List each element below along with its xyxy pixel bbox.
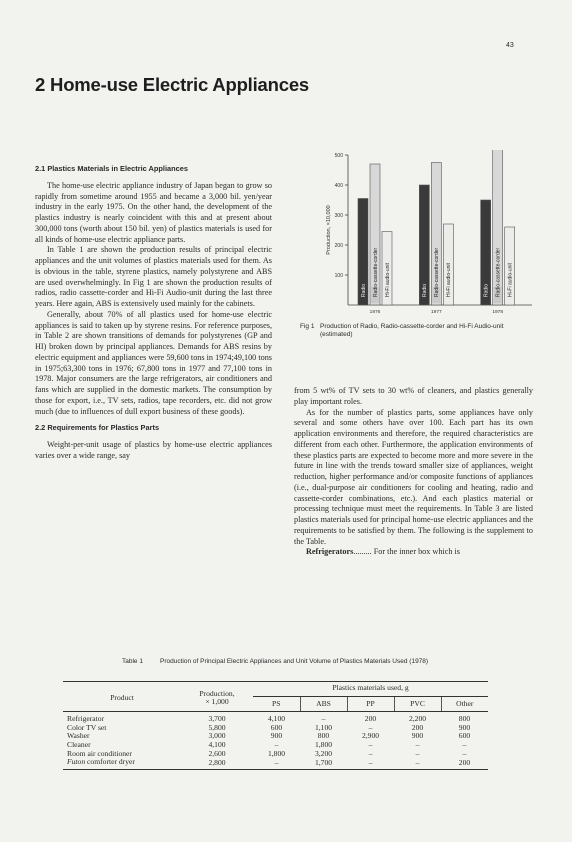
cell-production: 3,700 — [208, 714, 226, 724]
production-bar-chart — [300, 150, 536, 336]
paragraph: In Table 1 are shown the production results of principal electric appliances and the unit volumes of plastics materials used for them. As is obvious in the table, styrene plastics, namely polystyrene and ABS are used overwhelmingly. In Fig 1 are shown the production results of radios, radio cassette-corder and Hi-Fi Audio-unit during the last three years. Here again, ABS is extensively used mainly for the cabinets. — [35, 245, 272, 308]
cell-pvc: – — [394, 758, 441, 769]
cell-production: 3,000 — [208, 731, 226, 741]
table-row — [63, 758, 488, 769]
paragraph — [294, 547, 533, 558]
figure-label: Fig 1 — [300, 323, 315, 330]
cell-product: Washer — [67, 731, 90, 741]
cell-pp: – — [368, 748, 373, 758]
col-header-product: Product — [63, 682, 181, 712]
section-heading-2-1: 2.1 Plastics Materials in Electric Appliances — [35, 164, 188, 173]
cell-pvc: – — [415, 739, 420, 749]
cell-abs: 1,700 — [300, 758, 347, 769]
cell-ps: 1,800 — [267, 748, 286, 758]
cell-pp: 200 — [364, 714, 377, 724]
cell-product: Refrigerator — [67, 714, 105, 724]
data-table — [63, 681, 488, 770]
cell-pvc: 200 — [411, 722, 424, 732]
x-category-label: 1978 — [492, 310, 504, 315]
bar-series-label: Hi-Fi audio-unit — [384, 263, 391, 297]
cell-abs: 1,100 — [314, 722, 333, 732]
cell-ps: – — [253, 758, 300, 769]
col-header-pp: PP — [347, 696, 394, 712]
paragraph: from 5 wt% of TV sets to 30 wt% of cleaners, and plastics generally play important roles. — [294, 386, 533, 406]
cell-abs: – — [321, 714, 326, 724]
refrigerators-heading: Refrigerators — [306, 547, 354, 557]
table-caption-text: Production of Principal Electric Appliances and Unit Volume of Plastics Materials Used (1978) — [160, 658, 429, 665]
bar-series-label: Hi-Fi audio-unit — [507, 263, 514, 297]
cell-product: Cleaner — [67, 739, 91, 749]
cell-product: Futon comforter dryer — [63, 758, 181, 769]
cell-ps: 4,100 — [267, 714, 286, 724]
page-number: 43 — [506, 42, 514, 49]
bar-series-label: Radio-cassette-corder — [434, 247, 441, 297]
cell-pvc: 900 — [411, 731, 424, 741]
paragraph: Weight-per-unit usage of plastics by home-use electric appliances varies over a wide range, say — [35, 440, 272, 460]
x-category-label: 1977 — [430, 310, 442, 315]
bar-series-label: Hi-Fi audio-unit — [446, 263, 453, 297]
cell-ps: 600 — [270, 722, 283, 732]
col-header-ps: PS — [253, 696, 300, 712]
figure-caption-text: Production of Radio, Radio-cassette-corder and Hi-Fi Audio-unit (estimated) — [320, 323, 504, 338]
bar-series-label: Radio — [483, 283, 490, 297]
cell-product: Room air conditioner — [67, 748, 132, 758]
cell-other: 200 — [441, 758, 488, 769]
table-label: Table 1 — [122, 658, 143, 665]
cell-other: – — [462, 748, 467, 758]
cell-pvc: 2,200 — [408, 714, 427, 724]
cell-ps: – — [274, 739, 279, 749]
cell-ps: 900 — [270, 731, 283, 741]
cell-abs: 800 — [317, 731, 330, 741]
section-heading-2-2: 2.2 Requirements for Plastics Parts — [35, 423, 160, 433]
table-caption — [122, 658, 482, 666]
cell-production: 5,800 — [208, 722, 226, 732]
bar-series-label: Radio-cassette-corder — [372, 247, 379, 297]
bar-series-label: Radio-cassette-corder — [495, 247, 502, 297]
cell-abs: 3,200 — [314, 748, 333, 758]
cell-pp: – — [347, 758, 394, 769]
y-tick-label: 300 — [334, 213, 343, 219]
y-tick-label: 100 — [334, 273, 343, 279]
x-category-label: 1976 — [369, 310, 381, 315]
cell-pp: 2,900 — [361, 731, 380, 741]
left-column — [35, 164, 272, 462]
cell-abs: 1,800 — [314, 739, 333, 749]
y-axis-label: Production, ×10,000 — [326, 205, 332, 255]
cell-other: 900 — [458, 722, 471, 732]
cell-product: Color TV set — [67, 722, 107, 732]
col-header-production: Production, × 1,000 — [181, 682, 253, 712]
y-tick-label: 500 — [334, 153, 343, 159]
paragraph: Generally, about 70% of all plastics used for home-use electric appliances is said to taken up by styrene resins. For reference purposes, in Table 2 are shown transitions of demands for polystyrenes (GP and HI) broken down by principal appliances. Demands for ABS resins by electric equipment and appliances were 59,600 tons in 1974;49,100 tons in 1975;63,300 tons in 1976; 67,800 tons in 1977 and 77,100 tons in 1978. Major consumers are the large refrigerators, air conditioners and fans which are supplied in the domestic markets. The consumption by those for export, i.e., TV sets, radios, tape recorders, etc. did not grow much (due to influences of dull export business of these goods). — [35, 309, 272, 416]
cell-production: 4,100 — [208, 739, 226, 749]
cell-other: 800 — [458, 714, 471, 724]
col-header-other: Other — [441, 696, 488, 712]
cell-pp: – — [368, 722, 373, 732]
col-header-plastics: Plastics materials used, g — [253, 682, 488, 697]
cell-other: – — [462, 739, 467, 749]
cell-production: 2,800 — [181, 758, 253, 769]
right-column — [294, 386, 533, 558]
cell-production: 2,600 — [208, 748, 226, 758]
col-header-pvc: PVC — [394, 696, 441, 712]
y-tick-label: 400 — [334, 183, 343, 189]
col-header-abs: ABS — [300, 696, 347, 712]
figure-caption — [300, 323, 536, 338]
cell-other: 600 — [458, 731, 471, 741]
paragraph: As for the number of plastics parts, some appliances have only several and some others have over 100. Each part has its own application environments and therefore, the required characteristics are different from each other. Furthermore, the application environments of these plastics parts are expected to become more and more severe in the future in line with the trends toward smaller size of appliances, weight reduction, higher performance and/or composite functions of appliances (i.e., dual-purpose air conditioners for cooling and heating, radio and cassette-corder combinations, etc.). And each plastics material or processing technique must meet the requirements. In Table 3 are listed plastics materials used for principal home-use electric appliances and the requirements to be satisfied by them. The following is the supplement to the Table. — [294, 407, 533, 546]
cell-pvc: – — [415, 748, 420, 758]
table-row — [63, 712, 488, 724]
y-tick-label: 200 — [334, 243, 343, 249]
paragraph: The home-use electric appliance industry of Japan began to grow so rapidly from sometime around 1955 and became a 3,000 bil. yen/year industry in the early 1975. On the other hand, the development of the plastics industry is nearly coincident with this and at present about 300,000 tons (worth about 150 bil. yen) of plastics materials is used for all kinds of home-use electric appliance parts. — [35, 180, 272, 244]
cell-pp: – — [368, 739, 373, 749]
chapter-title: 2 Home-use Electric Appliances — [35, 74, 310, 95]
bar-series-label: Radio — [360, 283, 367, 297]
bar-series-label: Radio — [422, 283, 429, 297]
paragraph-text: ......... For the inner box which is — [353, 547, 460, 557]
